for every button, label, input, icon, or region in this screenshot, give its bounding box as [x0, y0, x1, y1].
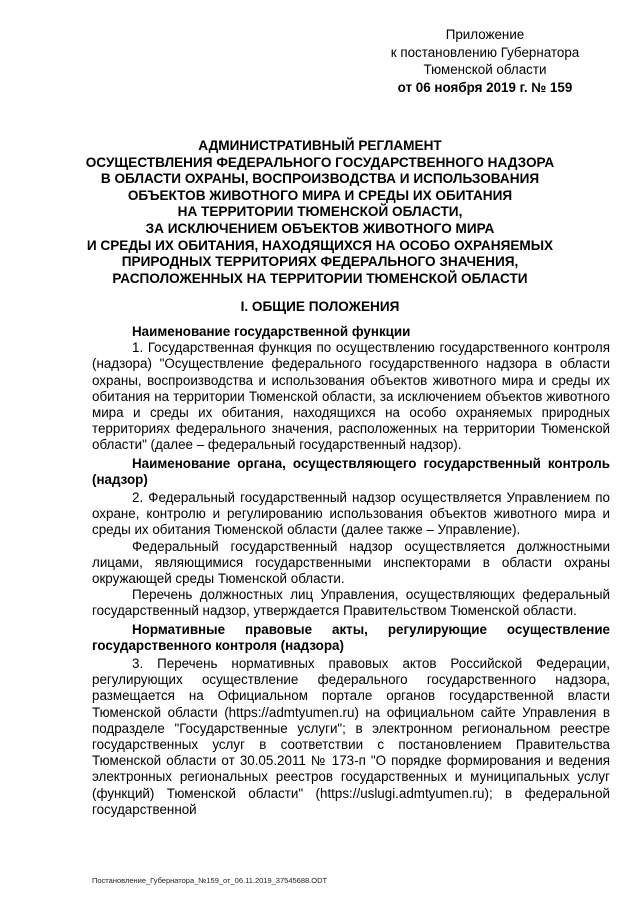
document-body: [92, 322, 610, 818]
annex-title: Приложение: [445, 27, 525, 42]
subheading-legal-acts: Нормативные правовые акты, регулирующие осуществление государственного контроля (надзора): [92, 621, 610, 653]
subheading-authority: Наименование органа, осуществляющего государственный контроль (надзор): [92, 455, 610, 487]
paragraph-4: Перечень должностных лиц Управления, осуществляющих федеральный государственный надзор, утверждается Правительством Тюменской области.: [92, 587, 610, 619]
title-line: ОСУЩЕСТВЛЕНИЯ ФЕДЕРАЛЬНОГО ГОСУДАРСТВЕННОГО НАДЗОРА: [85, 154, 555, 170]
paragraph-5: 3. Перечень нормативных правовых актов Российской Федерации, регулирующих осуществление федерального государственного надзора, размещается на Официальном портале органов государственной власти Тюменской области (https://admtyumen.ru) на официальном сайте Управления в подразделе "Государственные услуги"; в электронном региональном реестре государственных услуг в соответствии с постановлением Правительства Тюменской области от 30.05.2011 № 173-п "О порядке формирования и ведения электронных региональных реестров государственных и муниципальных услуг (функций) Тюменской области" (https://uslugi.admtyumen.ru); в федеральной государственной: [92, 656, 610, 817]
paragraph-1: 1. Государственная функция по осуществлению государственного контроля (надзора) "Осуществление федерального государственного надзора в области охраны, воспроизводства и использования объектов животного мира и среды их обитания на территории Тюменской области, за исключением объектов животного мира и среды их обитания, находящихся на особо охраняемых природных территориях федерального значения, расположенных на территории Тюменской области" (далее – федеральный государственный надзор).: [92, 340, 610, 453]
title-line: ПРИРОДНЫХ ТЕРРИТОРИЯХ ФЕДЕРАЛЬНОГО ЗНАЧЕНИЯ,: [121, 254, 519, 270]
title-line: РАСПОЛОЖЕННЫХ НА ТЕРРИТОРИИ ТЮМЕНСКОЙ ОБЛАСТИ: [112, 270, 528, 286]
title-line: ЗА ИСКЛЮЧЕНИЕМ ОБЪЕКТОВ ЖИВОТНОГО МИРА: [145, 220, 495, 236]
title-line: В ОБЛАСТИ ОХРАНЫ, ВОСПРОИЗВОДСТВА И ИСПОЛЬЗОВАНИЯ: [100, 171, 540, 187]
title-line: НА ТЕРРИТОРИИ ТЮМЕНСКОЙ ОБЛАСТИ,: [177, 204, 463, 220]
subheading-function-name: Наименование государственной функции: [132, 324, 411, 339]
paragraph-3: Федеральный государственный надзор осуществляется должностными лицами, являющимися государственными инспекторами в области охраны окружающей среды Тюменской области.: [92, 538, 610, 587]
regulation-title: [82, 138, 558, 287]
footer-filename: Постановление_Губернатора_№159_от_06.11.2019_37545688.ODT: [92, 876, 328, 885]
paragraph-2: 2. Федеральный государственный надзор осуществляется Управлением по охране, контролю и регулированию использования объектов животного мира и среды их обитания Тюменской области (далее также – Управление).: [92, 490, 610, 538]
annex-region: Тюменской области: [423, 62, 547, 78]
section-heading: I. ОБЩИЕ ПОЛОЖЕНИЯ: [240, 299, 400, 314]
annex-block: [360, 26, 610, 96]
annex-date-number: от 06 ноября 2019 г. № 159: [397, 79, 573, 95]
title-line: АДМИНИСТРАТИВНЫЙ РЕГЛАМЕНТ: [198, 138, 442, 153]
title-line: И СРЕДЫ ИХ ОБИТАНИЯ, НАХОДЯЩИХСЯ НА ОСОБО ОХРАНЯЕМЫХ: [86, 237, 554, 253]
annex-ref: к постановлению Губернатора: [390, 44, 580, 60]
title-line: ОБЪЕКТОВ ЖИВОТНОГО МИРА И СРЕДЫ ИХ ОБИТАНИЯ: [127, 187, 513, 203]
